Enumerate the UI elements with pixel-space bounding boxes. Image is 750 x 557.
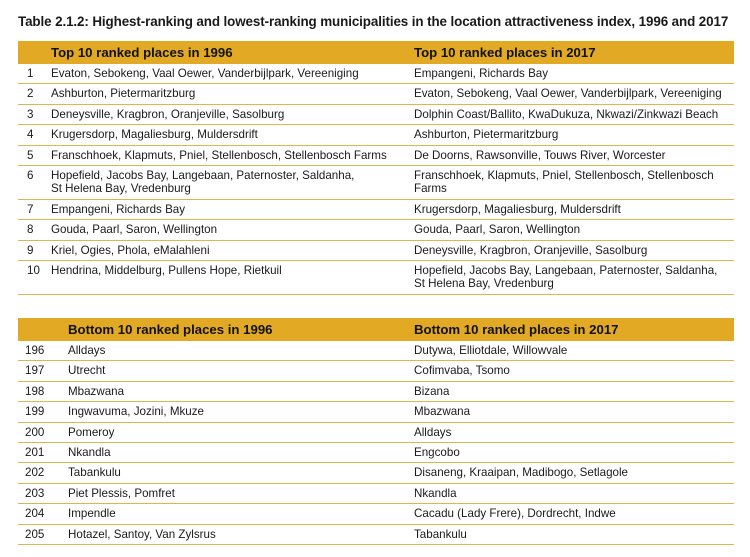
places-1996-cell bbox=[51, 199, 412, 219]
places-1996-cell bbox=[64, 504, 400, 524]
top-ranked-table bbox=[18, 41, 734, 295]
places-2017-cell bbox=[412, 125, 734, 145]
places-2017-cell bbox=[400, 442, 734, 462]
table-row bbox=[18, 483, 734, 503]
rank-cell: 197 bbox=[18, 361, 64, 381]
place-list-text: Disaneng, Kraaipan, Madibogo, Setlagole bbox=[414, 466, 628, 480]
place-list-text: Hopefield, Jacobs Bay, Langebaan, Paternoster, Saldanha, bbox=[414, 264, 718, 278]
rank-cell: 201 bbox=[18, 442, 64, 462]
place-list-text: Deneysville, Kragbron, Oranjeville, Sasolburg bbox=[51, 107, 285, 121]
table-row bbox=[18, 104, 734, 124]
bottom-ranked-table bbox=[18, 318, 734, 545]
table-row bbox=[18, 402, 734, 422]
places-2017-cell bbox=[400, 463, 734, 483]
places-1996-cell bbox=[51, 166, 412, 200]
bottom-2017-header: Bottom 10 ranked places in 2017 bbox=[400, 318, 734, 341]
place-list-text: Impendle bbox=[68, 507, 116, 521]
table-title: Table 2.1.2: Highest-ranking and lowest-ranking municipalities in the location attractiveness index, 1996 and 2017 bbox=[18, 14, 729, 29]
place-list-text: Bizana bbox=[414, 384, 450, 398]
place-list-text: Hotazel, Santoy, Van Zylsrus bbox=[68, 527, 216, 541]
place-list-text: Dolphin Coast/Ballito, KwaDukuza, Nkwazi/Zinkwazi Beach bbox=[414, 107, 719, 121]
places-2017-cell bbox=[412, 166, 734, 200]
place-list-text: Empangeni, Richards Bay bbox=[414, 67, 549, 80]
bottom-table-header-row bbox=[18, 318, 734, 341]
place-list-text: Franschhoek, Klapmuts, Pniel, Stellenbosch, Stellenbosch Farms bbox=[51, 148, 387, 162]
table-row bbox=[18, 422, 734, 442]
place-list-text: Piet Plessis, Pomfret bbox=[68, 486, 175, 500]
places-1996-cell bbox=[64, 402, 400, 422]
place-list-text: Empangeni, Richards Bay bbox=[51, 202, 186, 216]
table-row bbox=[18, 361, 734, 381]
table-row bbox=[18, 261, 734, 295]
place-list-text: Cofimvaba, Tsomo bbox=[414, 364, 510, 378]
place-list-text: Nkandla bbox=[414, 486, 457, 500]
places-2017-cell bbox=[400, 381, 734, 401]
top-table-header-row bbox=[18, 41, 734, 64]
table-row bbox=[18, 240, 734, 260]
place-list-text: Alldays bbox=[68, 343, 106, 357]
places-1996-cell bbox=[64, 341, 400, 361]
place-list-text: Nkandla bbox=[68, 445, 111, 459]
places-1996-cell bbox=[64, 381, 400, 401]
table-row bbox=[18, 524, 734, 544]
place-list-text: Tabankulu bbox=[68, 466, 121, 480]
places-2017-cell bbox=[412, 104, 734, 124]
places-2017-cell bbox=[400, 504, 734, 524]
rank-cell: 9 bbox=[18, 240, 51, 260]
place-list-text: Kriel, Ogies, Phola, eMalahleni bbox=[51, 243, 210, 257]
table-row bbox=[18, 220, 734, 240]
table-row bbox=[18, 166, 734, 200]
rank-cell: 205 bbox=[18, 524, 64, 544]
rank-cell: 202 bbox=[18, 463, 64, 483]
place-list-text: Hopefield, Jacobs Bay, Langebaan, Paternoster, Saldanha, bbox=[51, 169, 355, 183]
places-1996-cell bbox=[64, 361, 400, 381]
place-list-text: Franschhoek, Klapmuts, Pniel, Stellenbosch, Stellenbosch Farms bbox=[414, 169, 714, 196]
places-2017-cell bbox=[400, 422, 734, 442]
table-row bbox=[18, 64, 734, 84]
place-list-text: Krugersdorp, Magaliesburg, Muldersdrift bbox=[51, 128, 258, 142]
places-1996-cell bbox=[64, 442, 400, 462]
place-list-text-continued: St Helena Bay, Vredenburg bbox=[414, 277, 554, 291]
rank-cell: 198 bbox=[18, 381, 64, 401]
place-list-text: Deneysville, Kragbron, Oranjeville, Sasolburg bbox=[414, 243, 648, 257]
place-list-text: Krugersdorp, Magaliesburg, Muldersdrift bbox=[414, 202, 621, 216]
rank-cell: 10 bbox=[18, 261, 51, 295]
table-row bbox=[18, 504, 734, 524]
rank-cell: 2 bbox=[18, 84, 51, 104]
place-list-text: Dutywa, Elliotdale, Willowvale bbox=[414, 343, 568, 357]
rank-cell: 4 bbox=[18, 125, 51, 145]
bottom-1996-header: Bottom 10 ranked places in 1996 bbox=[64, 318, 400, 341]
rank-cell: 1 bbox=[18, 64, 51, 84]
places-1996-cell bbox=[51, 240, 412, 260]
place-list-text: Pomeroy bbox=[68, 425, 115, 439]
places-1996-cell bbox=[51, 84, 412, 104]
places-1996-cell bbox=[51, 104, 412, 124]
places-2017-cell bbox=[412, 220, 734, 240]
rank-cell: 3 bbox=[18, 104, 51, 124]
places-1996-cell bbox=[51, 64, 412, 84]
place-list-text: Gouda, Paarl, Saron, Wellington bbox=[51, 223, 218, 237]
places-2017-cell bbox=[400, 341, 734, 361]
places-2017-cell bbox=[400, 483, 734, 503]
top-1996-header: Top 10 ranked places in 1996 bbox=[51, 41, 412, 64]
table-row bbox=[18, 84, 734, 104]
place-list-text: Mbazwana bbox=[68, 384, 125, 398]
places-2017-cell bbox=[412, 261, 734, 295]
place-list-text-continued: St Helena Bay, Vredenburg bbox=[51, 182, 191, 196]
top-2017-header: Top 10 ranked places in 2017 bbox=[412, 41, 734, 64]
place-list-text: Hendrina, Middelburg, Pullens Hope, Rietkuil bbox=[51, 264, 282, 278]
place-list-text: Utrecht bbox=[68, 364, 106, 378]
places-1996-cell bbox=[51, 145, 412, 165]
rank-cell: 199 bbox=[18, 402, 64, 422]
places-2017-cell bbox=[412, 240, 734, 260]
place-list-text: Evaton, Sebokeng, Vaal Oewer, Vanderbijlpark, Vereeniging bbox=[51, 67, 359, 80]
table-row bbox=[18, 442, 734, 462]
rank-cell: 196 bbox=[18, 341, 64, 361]
place-list-text: Ingwavuma, Jozini, Mkuze bbox=[68, 405, 204, 419]
place-list-text: Alldays bbox=[414, 425, 452, 439]
place-list-text: Tabankulu bbox=[414, 527, 467, 541]
places-2017-cell bbox=[412, 145, 734, 165]
rank-cell: 203 bbox=[18, 483, 64, 503]
place-list-text: Gouda, Paarl, Saron, Wellington bbox=[414, 223, 581, 237]
places-1996-cell bbox=[51, 220, 412, 240]
place-list-text: Cacadu (Lady Frere), Dordrecht, Indwe bbox=[414, 507, 616, 521]
place-list-text: Evaton, Sebokeng, Vaal Oewer, Vanderbijlpark, Vereeniging bbox=[414, 87, 722, 101]
place-list-text: Ashburton, Pietermaritzburg bbox=[51, 87, 196, 101]
places-2017-cell bbox=[412, 199, 734, 219]
places-2017-cell bbox=[412, 84, 734, 104]
rank-cell: 6 bbox=[18, 166, 51, 200]
rank-header-cell bbox=[18, 318, 64, 341]
places-2017-cell bbox=[400, 402, 734, 422]
places-2017-cell bbox=[400, 361, 734, 381]
table-row bbox=[18, 381, 734, 401]
places-2017-cell bbox=[400, 524, 734, 544]
table-row bbox=[18, 125, 734, 145]
places-1996-cell bbox=[64, 483, 400, 503]
rank-cell: 200 bbox=[18, 422, 64, 442]
table-row bbox=[18, 199, 734, 219]
places-1996-cell bbox=[64, 524, 400, 544]
table-row bbox=[18, 463, 734, 483]
places-2017-cell bbox=[412, 64, 734, 84]
places-1996-cell bbox=[51, 125, 412, 145]
table-row bbox=[18, 145, 734, 165]
place-list-text: Ashburton, Pietermaritzburg bbox=[414, 128, 559, 142]
rank-cell: 8 bbox=[18, 220, 51, 240]
table-row bbox=[18, 341, 734, 361]
rank-cell: 204 bbox=[18, 504, 64, 524]
places-1996-cell bbox=[64, 463, 400, 483]
rank-header-cell bbox=[18, 41, 51, 64]
place-list-text: Mbazwana bbox=[414, 405, 471, 419]
place-list-text: Engcobo bbox=[414, 445, 460, 459]
rank-cell: 5 bbox=[18, 145, 51, 165]
rank-cell: 7 bbox=[18, 199, 51, 219]
places-1996-cell bbox=[64, 422, 400, 442]
places-1996-cell bbox=[51, 261, 412, 295]
place-list-text: De Doorns, Rawsonville, Touws River, Worcester bbox=[414, 148, 666, 162]
